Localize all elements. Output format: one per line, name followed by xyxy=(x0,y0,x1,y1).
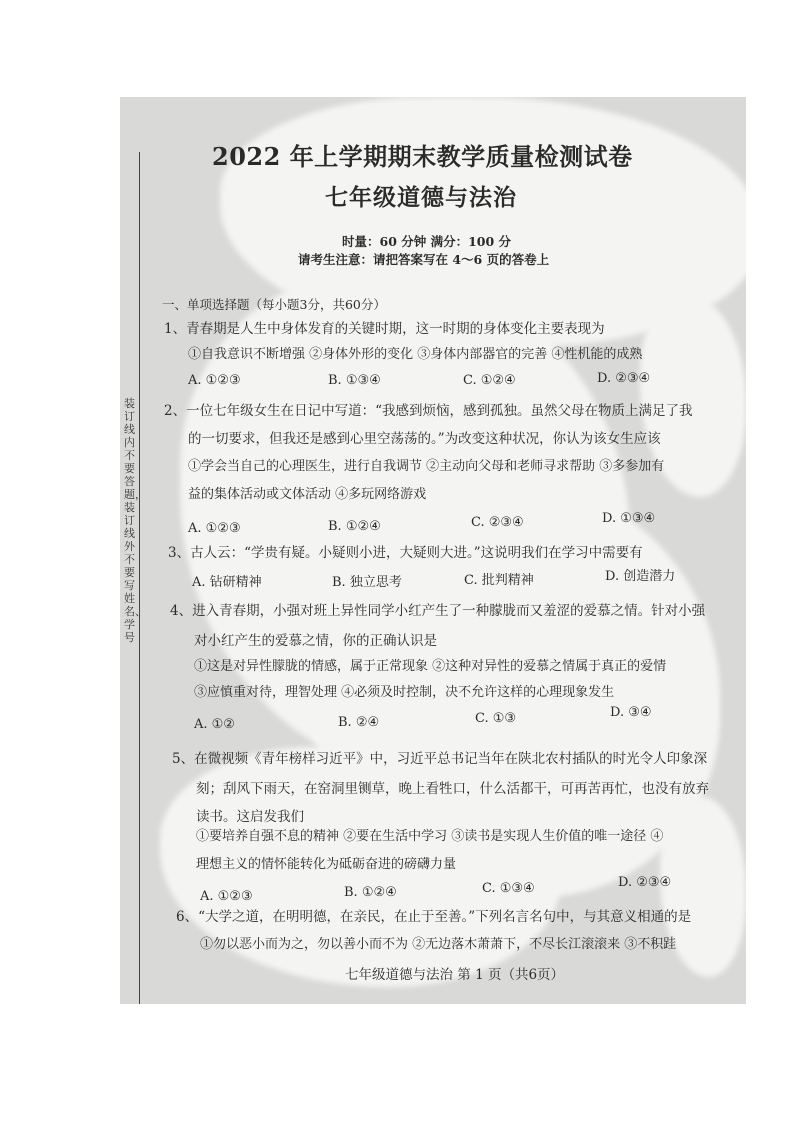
question-1-stem: 1、青春期是人生中身体发育的关键时期，这一时期的身体变化主要表现为 xyxy=(164,321,605,337)
answer-notice: 请考生注意：请把答案写在 4～6 页的答卷上 xyxy=(298,252,550,267)
question-5-option-d: D. ②③④ xyxy=(618,875,672,890)
question-2-option-c: C. ②③④ xyxy=(471,515,524,530)
time-score-line: 时量：60 分钟 满分：100 分 xyxy=(342,234,512,249)
question-2-stem-line-1: 2、一位七年级女生在日记中写道：“我感到烦恼，感到孤独。虽然父母在物质上满足了我 xyxy=(164,403,693,419)
page-footer: 七年级道德与法治 第 1 页（共6页） xyxy=(345,967,565,983)
question-5-statements-line-2: 理想主义的情怀能转化为砥砺奋进的磅礴力量 xyxy=(196,857,457,872)
question-5-option-c: C. ①③④ xyxy=(482,881,535,896)
question-5-option-b: B. ①②④ xyxy=(344,885,397,900)
question-3-option-c: C. 批判精神 xyxy=(464,573,534,588)
question-2-option-b: B. ①②④ xyxy=(328,519,381,534)
question-4-stem-line-2: 对小红产生的爱慕之情，你的正确认识是 xyxy=(194,633,437,649)
binding-margin-text: 装订线内不要答题，装订线外不要写姓名、学号 xyxy=(124,397,146,644)
question-2-option-d: D. ①③④ xyxy=(602,511,656,526)
question-4-option-d: D. ③④ xyxy=(610,705,652,720)
exam-title: 2022 年上学期期末教学质量检测试卷 xyxy=(212,142,633,171)
question-1-option-b: B. ①③④ xyxy=(328,373,381,388)
question-3-stem: 3、古人云：“学贵有疑。小疑则小进，大疑则大进。”这说明我们在学习中需要有 xyxy=(168,545,643,561)
exam-page-photo xyxy=(120,97,746,1004)
question-3-option-d: D. 创造潜力 xyxy=(605,569,676,584)
question-6-stem: 6、“大学之道，在明明德，在亲民，在止于至善。”下列名言名句中，与其意义相通的是 xyxy=(176,909,692,925)
question-5-stem-line-1: 5、在微视频《青年榜样习近平》中，习近平总书记当年在陕北农村插队的时光令人印象深 xyxy=(172,751,708,767)
question-4-option-b: B. ②④ xyxy=(338,715,380,730)
section-heading: 一、单项选择题（每小题3分，共60分） xyxy=(162,297,386,312)
question-1-option-a: A. ①②③ xyxy=(188,373,241,388)
question-5-stem-line-3: 读书。这启发我们 xyxy=(196,809,304,825)
question-5-stem-line-2: 刻；刮风下雨天，在窑洞里铡草，晚上看牲口，什么活都干，可再苦再忙，也没有放弃 xyxy=(196,781,709,797)
question-6-statements: ①勿以恶小而为之，勿以善小而不为 ②无边落木萧萧下，不尽长江滚滚来 ③不积跬 xyxy=(200,937,677,952)
question-3-option-a: A. 钻研精神 xyxy=(192,575,262,590)
question-1-option-c: C. ①②④ xyxy=(463,373,516,388)
question-2-option-a: A. ①②③ xyxy=(188,521,241,536)
question-2-statements-line-2: 益的集体活动或文体活动 ④多玩网络游戏 xyxy=(188,487,427,502)
question-4-option-c: C. ①③ xyxy=(475,711,517,726)
question-5-statements-line-1: ①要培养自强不息的精神 ②要在生活中学习 ③读书是实现人生价值的唯一途径 ④ xyxy=(196,829,664,844)
question-4-option-a: A. ①② xyxy=(194,717,235,732)
question-3-option-b: B. 独立思考 xyxy=(332,575,402,590)
question-2-statements-line-1: ①学会当自己的心理医生，进行自我调节 ②主动向父母和老师寻求帮助 ③多参加有 xyxy=(188,459,665,474)
question-4-statements-line-1: ①这是对异性朦胧的情感，属于正常现象 ②这种对异性的爱慕之情属于真正的爱情 xyxy=(194,659,667,674)
question-5-option-a: A. ①②③ xyxy=(200,889,253,904)
question-4-statements-line-2: ③应慎重对待，理智处理 ④必须及时控制，决不允许这样的心理现象发生 xyxy=(194,685,615,700)
question-2-stem-line-2: 的一切要求，但我还是感到心里空荡荡的。”为改变这种状况，你认为该女生应该 xyxy=(188,431,661,447)
question-1-option-d: D. ②③④ xyxy=(597,371,651,386)
exam-subject: 七年级道德与法治 xyxy=(325,184,517,211)
question-1-statements: ①自我意识不断增强 ②身体外形的变化 ③身体内部器官的完善 ④性机能的成熟 xyxy=(188,347,643,362)
binding-line xyxy=(139,152,140,1004)
question-4-stem-line-1: 4、进入青春期，小强对班上异性同学小红产生了一种朦胧而又羞涩的爱慕之情。针对小强 xyxy=(170,603,706,619)
